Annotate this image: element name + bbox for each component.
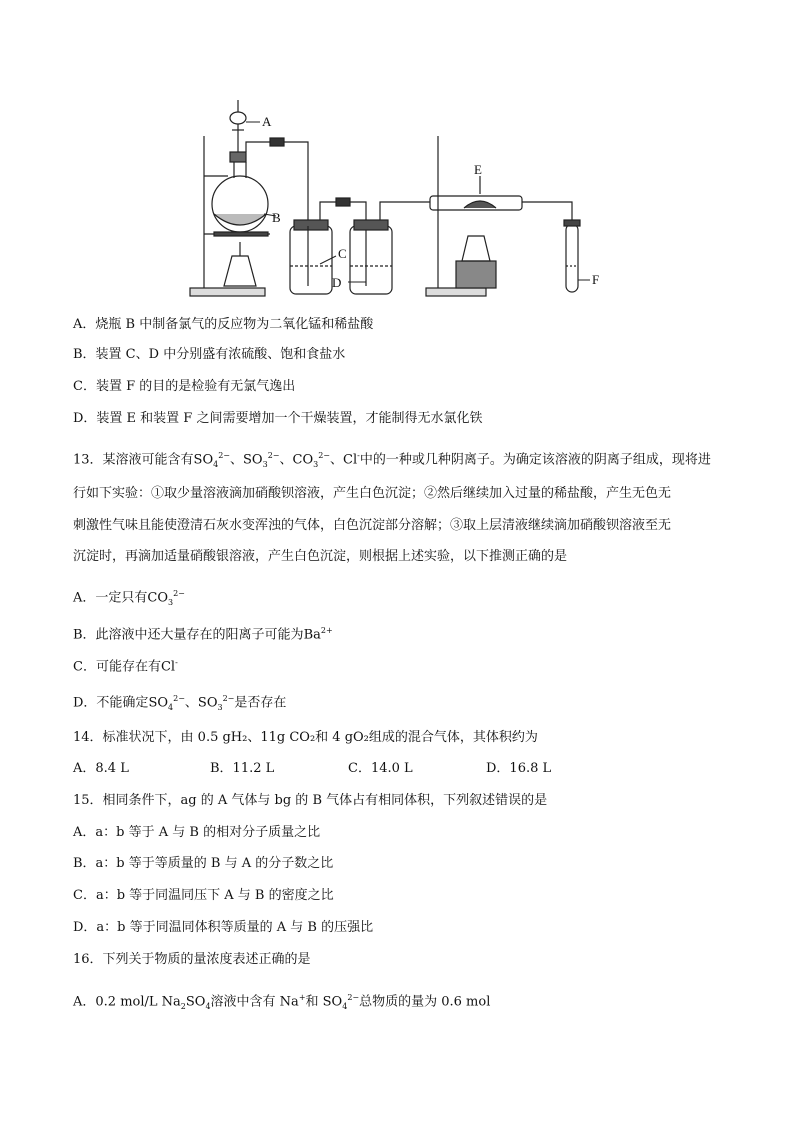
- q12-option-a: A．烧瓶 B 中制备氯气的反应物为二氧化锰和稀盐酸: [73, 317, 374, 332]
- label-c: C: [338, 246, 347, 261]
- gas-bottle-c: [290, 226, 332, 294]
- stand-base-left: [190, 288, 265, 296]
- q13-option-c: C．可能存在有Cl-: [73, 658, 178, 675]
- q14-option-b: B．11.2 L: [210, 761, 275, 776]
- q13-option-b: B．此溶液中还大量存在的阳离子可能为$Ba^{2+}$: [73, 626, 333, 643]
- q16-option-a: A．0.2 mol/L $Na_2SO_4$溶液中含有 Na+和 $SO_4^{2-}$总物质的量为 0.6 mol: [73, 993, 491, 1011]
- q13-stem-line2: 行如下实验：①取少量溶液滴加硝酸钡溶液，产生白色沉淀；②然后继续加入过量的稀盐酸，产生无色无: [73, 486, 672, 501]
- q15-stem: 15．相同条件下，ag 的 A 气体与 bg 的 B 气体占有相同体积，下列叙述错误的是: [73, 793, 548, 808]
- test-tube-f: [566, 224, 578, 292]
- q14-stem: 14．标准状况下，由 0.5 gH₂、11g CO₂和 4 gO₂组成的混合气体，其体积约为: [73, 730, 538, 745]
- q15-option-a: A．a：b 等于 A 与 B 的相对分子质量之比: [73, 825, 321, 840]
- q15-option-b: B．a：b 等于等质量的 B 与 A 的分子数之比: [73, 856, 334, 871]
- label-b: B: [272, 210, 281, 225]
- q13-stem-line4: 沉淀时，再滴加适量硝酸银溶液，产生白色沉淀，则根据上述实验，以下推测正确的是: [73, 549, 568, 564]
- q13-option-d: D．不能确定$SO_4^{2-}$、$SO_3^{2-}$是否存在: [73, 694, 287, 712]
- q14-option-c: C．14.0 L: [348, 761, 413, 776]
- q13-stem-line1: 13．某溶液可能含有$SO_4^{2-}$、$SO_3^{2-}$、$CO_3^{2-}$、Cl-中的一种或几种阴离子。为确定该溶液的阴离子组成，现将进: [73, 451, 711, 469]
- separatory-funnel: [230, 112, 246, 124]
- apparatus-figure: [180, 96, 620, 306]
- label-e: E: [474, 162, 482, 177]
- q15-option-c: C．a：b 等于同温同压下 A 与 B 的密度之比: [73, 888, 334, 903]
- alcohol-lamp-left: [224, 256, 256, 286]
- q12-option-d: D．装置 E 和装置 F 之间需要增加一个干燥装置，才能制得无水氯化铁: [73, 411, 483, 426]
- label-f: F: [592, 272, 600, 287]
- label-a: A: [262, 114, 272, 129]
- q12-option-c: C．装置 F 的目的是检验有无氯气逸出: [73, 379, 296, 394]
- stand-base-right: [426, 288, 486, 296]
- q14-option-a: A．8.4 L: [73, 761, 129, 776]
- gas-bottle-d: [350, 226, 392, 294]
- q13-stem-line3: 刺激性气味且能使澄清石灰水变浑浊的气体，白色沉淀部分溶解；③取上层清液继续滴加硝酸钡溶液至无: [73, 518, 672, 533]
- q13-option-a: A．一定只有$CO_3^{2-}$: [73, 589, 185, 607]
- q14-option-d: D．16.8 L: [486, 761, 552, 776]
- alcohol-lamp-right: [462, 236, 490, 261]
- q16-stem: 16．下列关于物质的量浓度表述正确的是: [73, 952, 311, 967]
- wood-block: [456, 261, 496, 288]
- q12-option-b: B．装置 C、D 中分别盛有浓硫酸、饱和食盐水: [73, 347, 346, 362]
- label-d: D: [332, 275, 342, 290]
- q15-option-d: D．a：b 等于同温同体积等质量的 A 与 B 的压强比: [73, 920, 374, 935]
